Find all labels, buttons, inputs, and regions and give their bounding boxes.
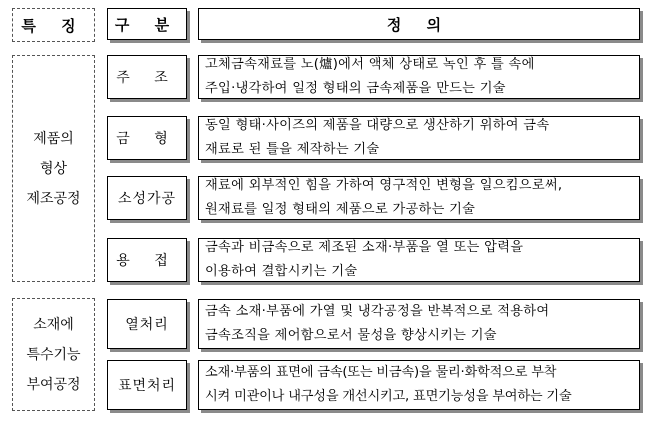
definition-line: 금속조직을 제어함으로서 물성을 향상시키는 기술 [205, 328, 497, 343]
group-label-line: 제품의 [33, 130, 74, 147]
category-label: 소성가공 [117, 191, 177, 207]
definition-line: 소재·부품의 표면에 금속(또는 비금속)을 물리·화학적으로 부착 [205, 365, 557, 380]
category-casting [107, 55, 187, 99]
category-label: 표면처리 [117, 378, 177, 394]
group-label-line: 특수기능 [26, 346, 81, 363]
definition-line: 금속과 비금속으로 제조된 소재·부품을 열 또는 압력을 [205, 240, 524, 255]
definition-line: 동일 형태·사이즈의 제품을 대량으로 생산하기 위하여 금속 [205, 118, 550, 133]
group-label-line: 부여공정 [26, 376, 81, 393]
definition-line: 이용하여 결합시키는 기술 [205, 264, 358, 279]
definition-heat-treatment [198, 299, 640, 349]
definition-line: 주입·냉각하여 일정 형태의 금속제품을 만드는 기술 [205, 81, 506, 96]
header-definition [198, 8, 640, 40]
header-category-label: 구 분 [114, 15, 180, 34]
definition-line: 재료에 외부적인 힘을 가하여 영구적인 변형을 일으킴으로써, [205, 178, 563, 193]
definition-welding [198, 238, 640, 282]
definition-mold [198, 116, 640, 160]
definition-line: 재료로 된 틀을 제작하는 기술 [205, 142, 380, 157]
category-label: 금 형 [116, 131, 178, 147]
header-feature [12, 8, 95, 42]
category-heat-treatment [107, 299, 187, 349]
category-welding [107, 238, 187, 282]
definition-casting [198, 55, 640, 99]
category-mold [107, 116, 187, 160]
definition-line: 고체금속재료를 노(爐)에서 액체 상태로 녹인 후 틀 속에 [205, 57, 535, 72]
category-label: 용 접 [116, 253, 178, 269]
category-label: 열처리 [125, 317, 169, 333]
header-feature-label: 특 징 [21, 16, 86, 35]
group-special-function [12, 298, 95, 411]
group-label-line: 제조공정 [26, 190, 81, 207]
category-plastic-working [107, 176, 187, 220]
definition-line: 원재료를 일정 형태의 제품으로 가공하는 기술 [205, 202, 476, 217]
definition-line: 금속 소재·부품에 가열 및 냉각공정을 반복적으로 적용하여 [205, 304, 550, 319]
header-category [107, 8, 187, 40]
definition-line: 시켜 미관이나 내구성을 개선시키고, 표면기능성을 부여하는 기술 [205, 389, 572, 404]
category-label: 주 조 [116, 70, 178, 86]
category-surface-treatment [107, 360, 187, 410]
group-label-line: 소재에 [33, 316, 74, 333]
group-shape-manufacturing [12, 55, 95, 282]
group-label-line: 형상 [39, 160, 68, 177]
header-definition-label: 정 의 [386, 15, 452, 34]
definition-plastic-working [198, 176, 640, 220]
definition-surface-treatment [198, 360, 640, 410]
